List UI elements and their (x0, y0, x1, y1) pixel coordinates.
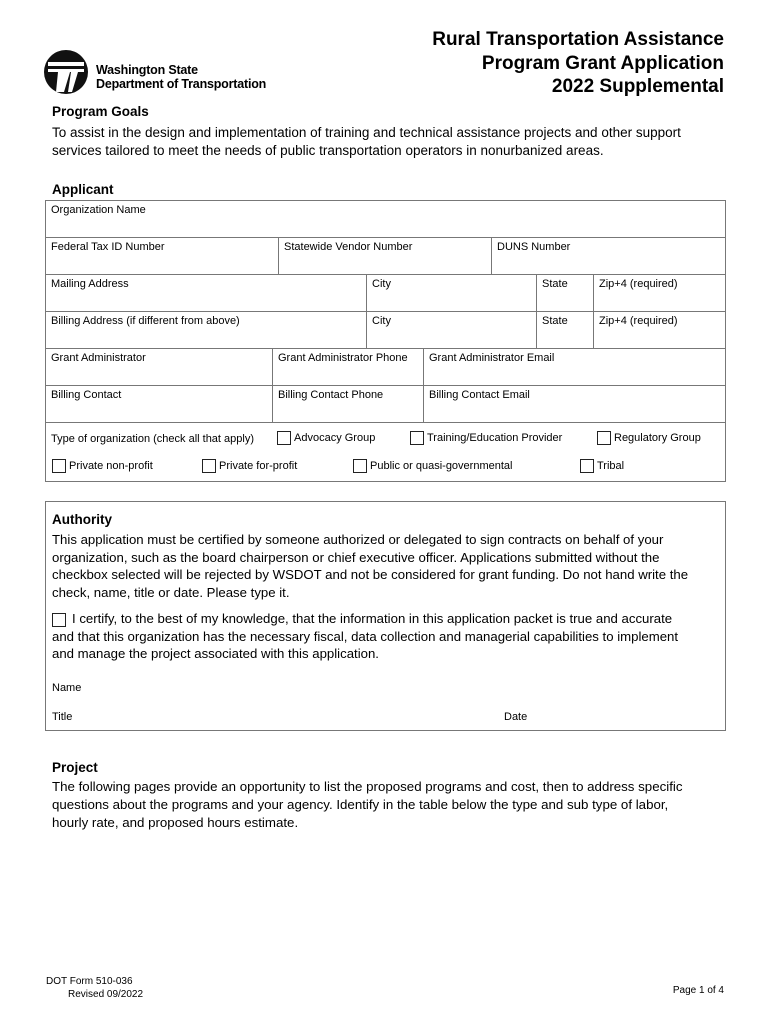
org-type-private-forprofit[interactable] (202, 459, 297, 473)
wsdot-logo (44, 50, 304, 98)
grant-admin-field[interactable] (46, 349, 272, 385)
wsdot-emblem-icon (44, 50, 88, 94)
grant-admin-phone-label: Grant Administrator Phone (278, 352, 408, 364)
billing-address-label: Billing Address (if different from above) (51, 315, 240, 327)
org-type-tribal[interactable] (580, 459, 624, 473)
date-label: Date (504, 711, 528, 723)
date-field[interactable] (504, 711, 714, 727)
duns-label: DUNS Number (497, 241, 571, 253)
authority-text (52, 531, 724, 601)
authority-line: check, name, title or date. Please type it. (52, 584, 290, 600)
mailing-address-field[interactable] (46, 275, 366, 311)
form-number: DOT Form 510-036 (46, 976, 133, 987)
org-type-option-label: Tribal (597, 460, 625, 472)
zip-label: Zip+4 (required) (599, 315, 678, 327)
title-line3: 2022 Supplemental (551, 76, 724, 97)
org-line2: Department of Transportation (96, 77, 267, 91)
title-line2: Program Grant Application (481, 52, 724, 74)
title-label: Title (52, 711, 73, 723)
authority-line: This application must be certified by someone authorized or delegated to sign contracts on behalf of your (52, 532, 664, 547)
city-label: City (372, 315, 391, 327)
org-type-public[interactable] (353, 459, 512, 473)
statewide-vendor-label: Statewide Vendor Number (284, 241, 413, 253)
checkbox-icon[interactable] (597, 431, 611, 445)
row-org-type (46, 423, 725, 481)
project-line: hourly rate, and proposed hours estimate. (52, 815, 299, 830)
form-title (432, 28, 724, 99)
program-goals-heading: Program Goals (52, 104, 149, 119)
checkbox-icon[interactable] (202, 459, 216, 473)
row-organization (46, 201, 725, 238)
row-ids (46, 238, 725, 275)
certify-checkbox[interactable] (52, 613, 66, 627)
org-type-option-label: Public or quasi-governmental (370, 460, 513, 472)
billing-zip-field[interactable] (593, 312, 727, 348)
federal-tax-id-field[interactable] (46, 238, 278, 274)
goals-line: To assist in the design and implementation of training and technical assistance projects and other support (52, 125, 681, 140)
certify-line: and that this organization has the necessary fiscal, data collection and managerial capabilities to implement (52, 628, 679, 644)
row-mailing (46, 275, 725, 312)
org-type-regulatory[interactable] (597, 431, 701, 445)
city-label: City (372, 278, 391, 290)
checkbox-icon[interactable] (580, 459, 594, 473)
checkbox-icon[interactable] (52, 459, 66, 473)
organization-name-field[interactable] (46, 201, 725, 237)
certify-line: I certify, to the best of my knowledge, that the information in this application packet is true and accurate (72, 611, 673, 626)
applicant-heading: Applicant (52, 182, 114, 197)
org-type-training[interactable] (410, 431, 562, 445)
duns-field[interactable] (491, 238, 727, 274)
grant-admin-phone-field[interactable] (272, 349, 423, 385)
title-line1: Rural Transportation Assistance (432, 29, 724, 50)
project-line: questions about the programs and your agency. Identify in the table below the type and sub type of labor, (52, 797, 669, 812)
name-field[interactable] (52, 682, 720, 698)
zip-label: Zip+4 (required) (599, 278, 678, 290)
billing-contact-email-field[interactable] (423, 386, 727, 422)
statewide-vendor-field[interactable] (278, 238, 491, 274)
project-text (52, 778, 732, 832)
mailing-zip-field[interactable] (593, 275, 727, 311)
authority-box (45, 501, 726, 731)
authority-heading: Authority (52, 512, 112, 527)
federal-tax-id-label: Federal Tax ID Number (51, 241, 165, 253)
billing-contact-email-label: Billing Contact Email (429, 389, 530, 401)
row-billing-contact (46, 386, 725, 423)
grant-admin-label: Grant Administrator (51, 352, 146, 364)
org-line1: Washington State (96, 63, 198, 77)
billing-state-field[interactable] (536, 312, 593, 348)
org-type-option-label: Private for-profit (219, 460, 298, 472)
revised-date: Revised 09/2022 (68, 989, 144, 1000)
org-type-label: Type of organization (check all that apply) (51, 433, 255, 445)
grant-admin-email-field[interactable] (423, 349, 727, 385)
applicant-table (45, 200, 726, 482)
mailing-address-label: Mailing Address (51, 278, 129, 290)
billing-contact-phone-field[interactable] (272, 386, 423, 422)
org-type-option-label: Private non-profit (69, 460, 153, 472)
org-type-option-label: Advocacy Group (294, 432, 376, 444)
billing-contact-field[interactable] (46, 386, 272, 422)
billing-city-field[interactable] (366, 312, 536, 348)
org-type-option-label: Regulatory Group (614, 432, 701, 444)
mailing-city-field[interactable] (366, 275, 536, 311)
authority-line: checkbox selected will be rejected by WSDOT and not be considered for grant funding. Do not hand write the (52, 567, 689, 582)
authority-line: organization, such as the board chairperson or chief executive officer. Applications submitted without the (52, 549, 660, 565)
goals-line: services tailored to meet the needs of public transportation operators in nonurbanized areas. (52, 143, 604, 158)
project-heading: Project (52, 760, 98, 775)
checkbox-icon[interactable] (410, 431, 424, 445)
certify-line: and manage the project associated with this application. (52, 646, 379, 661)
billing-contact-phone-label: Billing Contact Phone (278, 389, 384, 401)
state-label: State (542, 315, 568, 327)
certify-statement (52, 610, 724, 663)
row-billing (46, 312, 725, 349)
org-type-option-label: Training/Education Provider (427, 432, 563, 444)
billing-address-field[interactable] (46, 312, 366, 348)
org-type-advocacy[interactable] (277, 431, 375, 445)
org-type-private-nonprofit[interactable] (52, 459, 153, 473)
name-label: Name (52, 682, 82, 694)
title-field[interactable] (52, 711, 492, 727)
grant-admin-email-label: Grant Administrator Email (429, 352, 555, 364)
mailing-state-field[interactable] (536, 275, 593, 311)
checkbox-icon[interactable] (353, 459, 367, 473)
checkbox-icon[interactable] (277, 431, 291, 445)
organization-name-label: Organization Name (51, 204, 146, 216)
page-number: Page 1 of 4 (672, 985, 724, 996)
row-grant-admin (46, 349, 725, 386)
program-goals-text (52, 124, 732, 160)
project-line: The following pages provide an opportunity to list the proposed programs and cost, then to address specific (52, 779, 683, 794)
state-label: State (542, 278, 568, 290)
billing-contact-label: Billing Contact (51, 389, 122, 401)
